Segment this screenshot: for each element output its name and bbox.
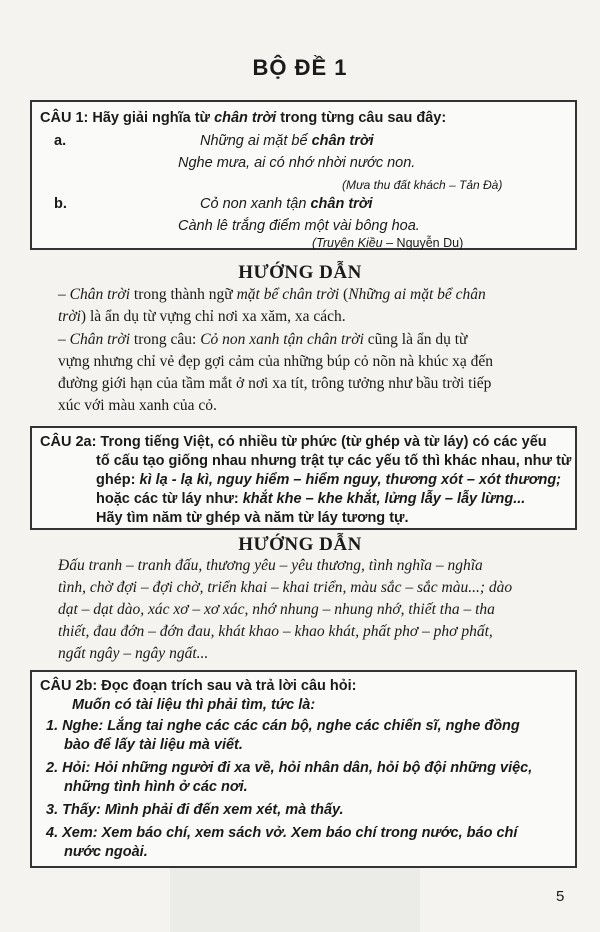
guide-2-line-4: thiết, đau đớn – đớn đau, khát khao – khao khát, phất phơ – phơ phất,	[58, 623, 493, 640]
poem-a-line-2: Nghe mưa, ai có nhớ nhời nước non.	[178, 155, 416, 171]
guide-1-heading: HƯỚNG DẪN	[238, 262, 362, 283]
guide-2-line-2: tình, chờ đợi – đợi chờ, triển khai – khai triển, màu sắc – sắc màu...; dào	[58, 579, 513, 596]
guide-1-para-1-line-2: trời) là ẩn dụ từ vựng chỉ nơi xa xăm, xa cách.	[58, 308, 346, 325]
page-title: BỘ ĐỀ 1	[252, 55, 348, 80]
guide-1-para-1-line-1: – Chân trời trong thành ngữ mặt bể chân trời (Những ai mặt bể chân	[58, 286, 486, 303]
excerpt-item-4-line-1: 4. Xem: Xem báo chí, xem sách vở. Xem báo chí trong nước, báo chí	[46, 825, 518, 841]
excerpt-item-1-line-1: 1. Nghe: Lắng tai nghe các các cán bộ, nghe các chiến sĩ, nghe đồng	[46, 718, 520, 734]
guide-1-para-2-line-3: đường giới hạn của tầm mắt ở nơi xa tít, trông tưởng như bầu trời tiếp	[58, 375, 492, 392]
guide-1-para-2-line-4: xúc với màu xanh của cỏ.	[58, 397, 217, 414]
excerpt-item-2-line-1: 2. Hỏi: Hỏi những người đi xa về, hỏi nhân dân, hỏi bộ đội những việc,	[46, 760, 533, 776]
question-2a-line-1: CÂU 2a: Trong tiếng Việt, có nhiều từ phức (từ ghép và từ láy) có các yếu	[40, 434, 547, 450]
question-2a-line-5: Hãy tìm năm từ ghép và năm từ láy tương tự.	[96, 510, 409, 526]
guide-2-line-1: Đấu tranh – tranh đấu, thương yêu – yêu thương, tình nghĩa – nghĩa	[58, 557, 483, 574]
question-2a-line-4: hoặc các từ láy như: khắt khe – khe khắt, lửng lẫy – lẫy lừng...	[96, 491, 526, 507]
poem-a-source: (Mưa thu đất khách – Tản Đà)	[342, 178, 503, 192]
poem-b-line-1: Cỏ non xanh tận chân trời	[200, 196, 373, 212]
question-2a-box	[30, 426, 577, 530]
question-1-prompt: CÂU 1: Hãy giải nghĩa từ chân trời trong từng câu sau đây:	[40, 110, 447, 126]
item-b-label: b.	[54, 196, 67, 212]
guide-2-line-3: dạt – dạt dào, xác xơ – xơ xác, nhớ nhung – nhung nhớ, thiết tha – tha	[58, 601, 495, 618]
scan-shadow	[170, 868, 420, 932]
poem-a-line-1: Những ai mặt bể chân trời	[200, 133, 374, 149]
page-number: 5	[556, 888, 565, 905]
excerpt-item-2-line-2: những tình hình ở các nơi.	[64, 779, 248, 795]
question-1-box	[30, 100, 577, 250]
excerpt-item-1-line-2: bào để lấy tài liệu mà viết.	[64, 737, 243, 753]
item-a-label: a.	[54, 133, 67, 149]
guide-1-para-2-line-2: vựng nhưng chỉ vẻ đẹp gợi cảm của những búp cỏ nõn nà khúc xạ đến	[58, 353, 493, 370]
poem-b-line-2: Cành lê trắng điểm một vài bông hoa.	[178, 218, 420, 234]
excerpt-item-3: 3. Thấy: Mình phải đi đến xem xét, mà thấy.	[46, 802, 344, 818]
question-2a-line-3: ghép: kì lạ - lạ kì, nguy hiểm – hiểm nguy, thương xót – xót thương;	[96, 472, 562, 488]
question-2b-head: CÂU 2b: Đọc đoạn trích sau và trả lời câu hỏi:	[40, 678, 357, 694]
excerpt-intro: Muốn có tài liệu thì phải tìm, tức là:	[72, 697, 316, 713]
excerpt-item-4-line-2: nước ngoài.	[64, 844, 148, 860]
guide-1-para-2-line-1: – Chân trời trong câu: Cỏ non xanh tận chân trời cũng là ẩn dụ từ	[58, 331, 468, 348]
guide-2-line-5: ngất ngây – ngây ngất...	[58, 645, 209, 662]
question-2b-box	[30, 670, 577, 868]
poem-b-source: (Truyện Kiều – Nguyễn Du)	[312, 236, 464, 250]
guide-2-heading: HƯỚNG DẪN	[238, 534, 362, 555]
question-2a-line-2: tố cấu tạo giống nhau nhưng trật tự các yếu tố thì khác nhau, như từ	[96, 453, 572, 469]
